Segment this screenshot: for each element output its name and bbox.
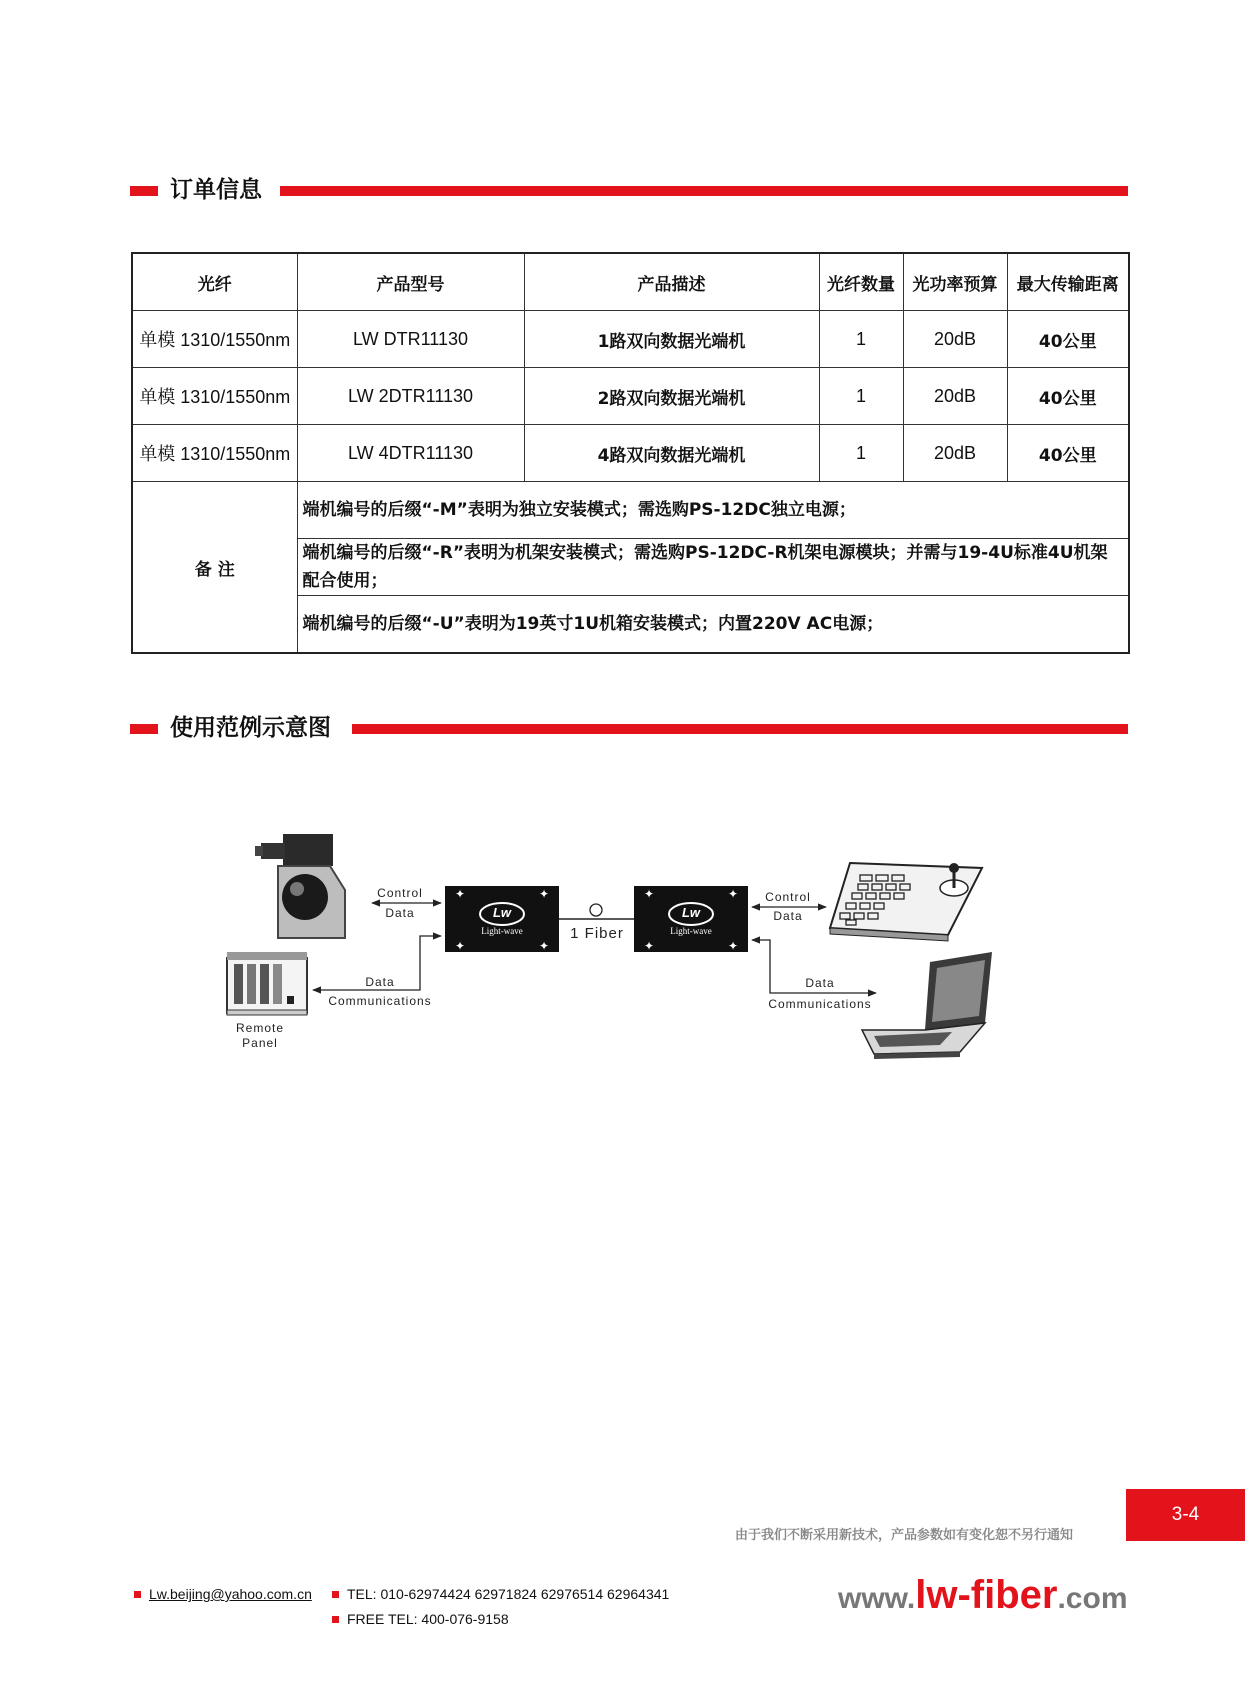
note-item: 端机编号的后缀“-U”表明为19英寸1U机箱安装模式；内置220V AC电源； bbox=[297, 596, 1129, 654]
cell-power-budget: 20dB bbox=[903, 368, 1007, 425]
header-power-budget: 光功率预算 bbox=[903, 253, 1007, 311]
free-tel-text: FREE TEL: 400-076-9158 bbox=[347, 1611, 509, 1627]
label-remote: Remote bbox=[235, 1021, 285, 1035]
bullet-icon bbox=[134, 1591, 141, 1598]
web-suffix: .com bbox=[1057, 1582, 1128, 1615]
email-link[interactable]: Lw.beijing@yahoo.com.cn bbox=[149, 1586, 312, 1602]
label-control-right: Control bbox=[765, 890, 811, 904]
cell-fiber-count: 1 bbox=[819, 425, 903, 482]
remote-panel-icon bbox=[227, 952, 307, 1015]
bullet-icon bbox=[332, 1591, 339, 1598]
header-max-distance: 最大传输距离 bbox=[1007, 253, 1129, 311]
label-panel: Panel bbox=[242, 1036, 278, 1050]
header-fiber-count: 光纤数量 bbox=[819, 253, 903, 311]
cell-description: 4路双向数据光端机 bbox=[524, 425, 819, 482]
note-item: 端机编号的后缀“-R”表明为机架安装模式；需选购PS-12DC-R机架电源模块；并需与19-4U标准4U机架配合使用； bbox=[297, 539, 1129, 596]
cell-fiber: 单模 1310/1550nm bbox=[132, 311, 297, 368]
svg-text:✦: ✦ bbox=[644, 887, 655, 901]
cell-fiber-count: 1 bbox=[819, 311, 903, 368]
contact-email bbox=[134, 1586, 312, 1602]
header-description: 产品描述 bbox=[524, 253, 819, 311]
cell-model: LW 2DTR11130 bbox=[297, 368, 524, 425]
section-usage-title: 使用范例示意图 bbox=[170, 715, 331, 741]
label-control-left: Control bbox=[377, 886, 423, 900]
notes-label: 备 注 bbox=[132, 482, 297, 654]
label-data-comm-left: Data bbox=[365, 975, 395, 989]
svg-text:✦: ✦ bbox=[455, 939, 466, 953]
svg-text:✦: ✦ bbox=[455, 887, 466, 901]
diagram-logo-right: Lw bbox=[681, 905, 701, 920]
ptz-camera-icon bbox=[255, 834, 345, 938]
label-data-left: Data bbox=[385, 906, 415, 920]
svg-text:✦: ✦ bbox=[644, 939, 655, 953]
contact-free-tel bbox=[332, 1611, 509, 1627]
tel-text: TEL: 010-62974424 62971824 62976514 62964341 bbox=[347, 1586, 670, 1602]
disclaimer-notice: 由于我们不断采用新技术，产品参数如有变化恕不另行通知 bbox=[735, 1528, 1074, 1543]
diagram-logo-left: Lw bbox=[492, 905, 512, 920]
svg-text:✦: ✦ bbox=[728, 887, 739, 901]
cell-fiber: 单模 1310/1550nm bbox=[132, 425, 297, 482]
header-model: 产品型号 bbox=[297, 253, 524, 311]
label-data-comm-right: Data bbox=[805, 976, 835, 990]
cell-max-distance: 40公里 bbox=[1007, 311, 1129, 368]
note-item: 端机编号的后缀“-M”表明为独立安装模式；需选购PS-12DC独立电源； bbox=[297, 482, 1129, 539]
svg-text:✦: ✦ bbox=[539, 887, 550, 901]
diagram-logo-sub-right: Light-wave bbox=[670, 926, 712, 936]
web-domain: lw-fiber bbox=[915, 1573, 1058, 1617]
diagram-logo-sub-left: Light-wave bbox=[481, 926, 523, 936]
contact-tel bbox=[332, 1586, 669, 1602]
page-number-badge: 3-4 bbox=[1126, 1489, 1245, 1541]
cell-description: 2路双向数据光端机 bbox=[524, 368, 819, 425]
cell-model: LW DTR11130 bbox=[297, 311, 524, 368]
fiber-connector-icon bbox=[590, 904, 602, 916]
section-order-title: 订单信息 bbox=[170, 177, 262, 203]
header-fiber: 光纤 bbox=[132, 253, 297, 311]
cell-fiber: 单模 1310/1550nm bbox=[132, 368, 297, 425]
svg-text:✦: ✦ bbox=[728, 939, 739, 953]
label-communications-right: Communications bbox=[768, 997, 872, 1011]
cell-power-budget: 20dB bbox=[903, 425, 1007, 482]
web-prefix: www. bbox=[838, 1582, 916, 1615]
cell-max-distance: 40公里 bbox=[1007, 425, 1129, 482]
cell-power-budget: 20dB bbox=[903, 311, 1007, 368]
keyboard-controller-icon bbox=[830, 863, 982, 941]
laptop-icon bbox=[862, 952, 992, 1059]
label-data-right: Data bbox=[773, 909, 803, 923]
bullet-icon bbox=[332, 1616, 339, 1623]
website-link[interactable] bbox=[838, 1573, 1128, 1618]
label-communications-left: Communications bbox=[328, 994, 432, 1008]
label-fiber: 1 Fiber bbox=[570, 925, 624, 942]
cell-fiber-count: 1 bbox=[819, 368, 903, 425]
cell-description: 1路双向数据光端机 bbox=[524, 311, 819, 368]
svg-text:✦: ✦ bbox=[539, 939, 550, 953]
cell-model: LW 4DTR11130 bbox=[297, 425, 524, 482]
cell-max-distance: 40公里 bbox=[1007, 368, 1129, 425]
